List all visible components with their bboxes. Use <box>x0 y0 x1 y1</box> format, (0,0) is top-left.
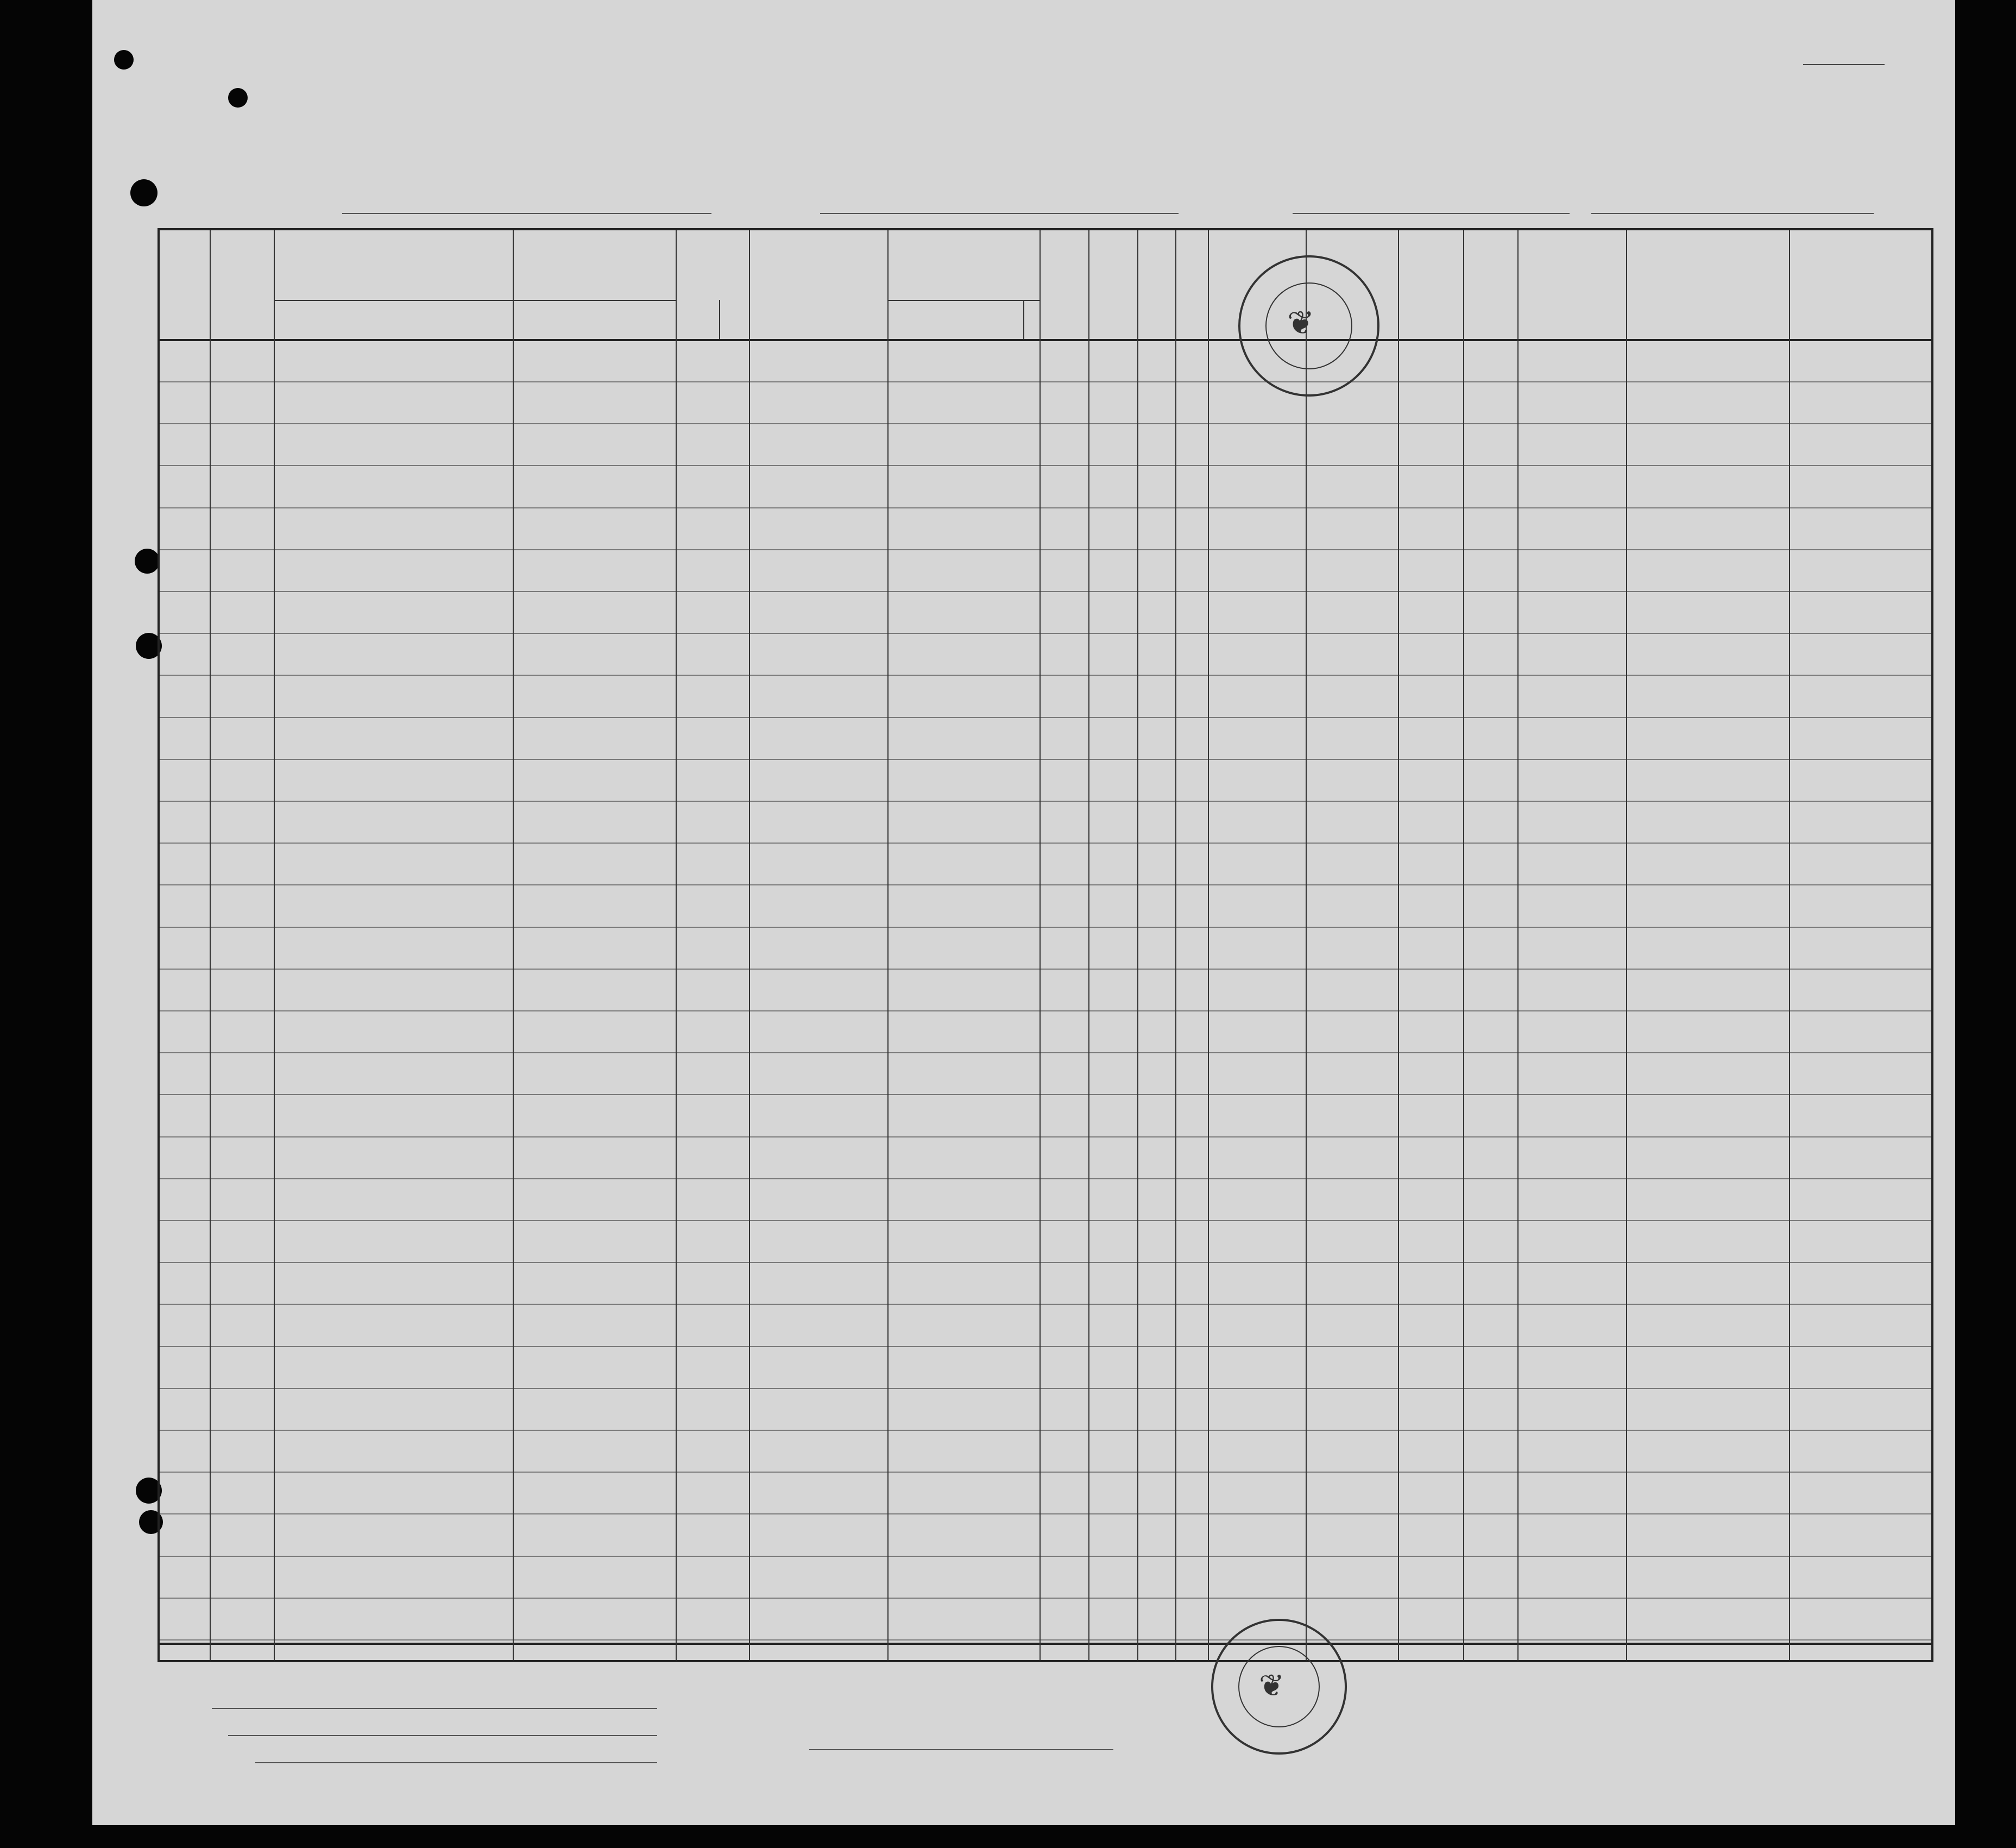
row-rule <box>160 381 1931 382</box>
row-rule <box>160 1556 1931 1557</box>
column-rule <box>513 230 514 1660</box>
row-rule <box>160 1220 1931 1221</box>
row-rule <box>160 843 1931 844</box>
crew-table <box>158 228 1933 1662</box>
row-rule <box>160 801 1931 802</box>
column-rule <box>1789 230 1790 1660</box>
column-rule <box>1088 230 1089 1660</box>
row-rule <box>160 1388 1931 1389</box>
row-rule <box>160 633 1931 634</box>
column-rule <box>1137 230 1138 1660</box>
row-rule <box>160 1052 1931 1053</box>
row-rule <box>160 1136 1931 1137</box>
manifest-sheet <box>92 0 1955 1825</box>
column-rule <box>1306 230 1307 1660</box>
row-rule <box>160 1178 1931 1179</box>
row-rule <box>160 1262 1931 1263</box>
column-rule <box>1517 230 1519 1660</box>
punch-hole <box>130 179 158 206</box>
row-rule <box>160 969 1931 970</box>
column-rule <box>749 230 750 1660</box>
row-rule <box>160 1472 1931 1473</box>
column-rule <box>1398 230 1399 1660</box>
punch-hole <box>228 88 248 108</box>
punch-hole <box>135 549 160 574</box>
row-rule <box>160 1304 1931 1305</box>
row-rule <box>160 1513 1931 1514</box>
punch-hole <box>114 50 134 70</box>
row-rule <box>160 884 1931 885</box>
row-rule <box>160 1094 1931 1095</box>
eagle-icon: ❦ <box>1287 305 1315 341</box>
column-rule <box>676 230 677 1660</box>
row-rule <box>160 675 1931 676</box>
row-rule <box>160 1639 1931 1640</box>
row-rule <box>160 759 1931 760</box>
row-rule <box>160 423 1931 424</box>
row-rule <box>160 927 1931 928</box>
row-rule <box>160 591 1931 592</box>
row-rule <box>160 1346 1931 1347</box>
column-rule <box>1040 230 1041 1660</box>
column-rule <box>1175 230 1176 1660</box>
row-rule <box>160 465 1931 466</box>
column-rule <box>1463 230 1464 1660</box>
column-rule <box>1626 230 1627 1660</box>
row-rule <box>160 1598 1931 1599</box>
row-rule <box>160 507 1931 508</box>
column-rule <box>210 230 211 1660</box>
row-rule <box>160 549 1931 550</box>
row-rule <box>160 1010 1931 1011</box>
column-rule <box>887 230 889 1660</box>
row-rule <box>160 1430 1931 1431</box>
row-rule <box>160 717 1931 718</box>
column-rule <box>274 230 275 1660</box>
eagle-icon: ❦ <box>1259 1668 1284 1702</box>
column-rule <box>1208 230 1209 1660</box>
